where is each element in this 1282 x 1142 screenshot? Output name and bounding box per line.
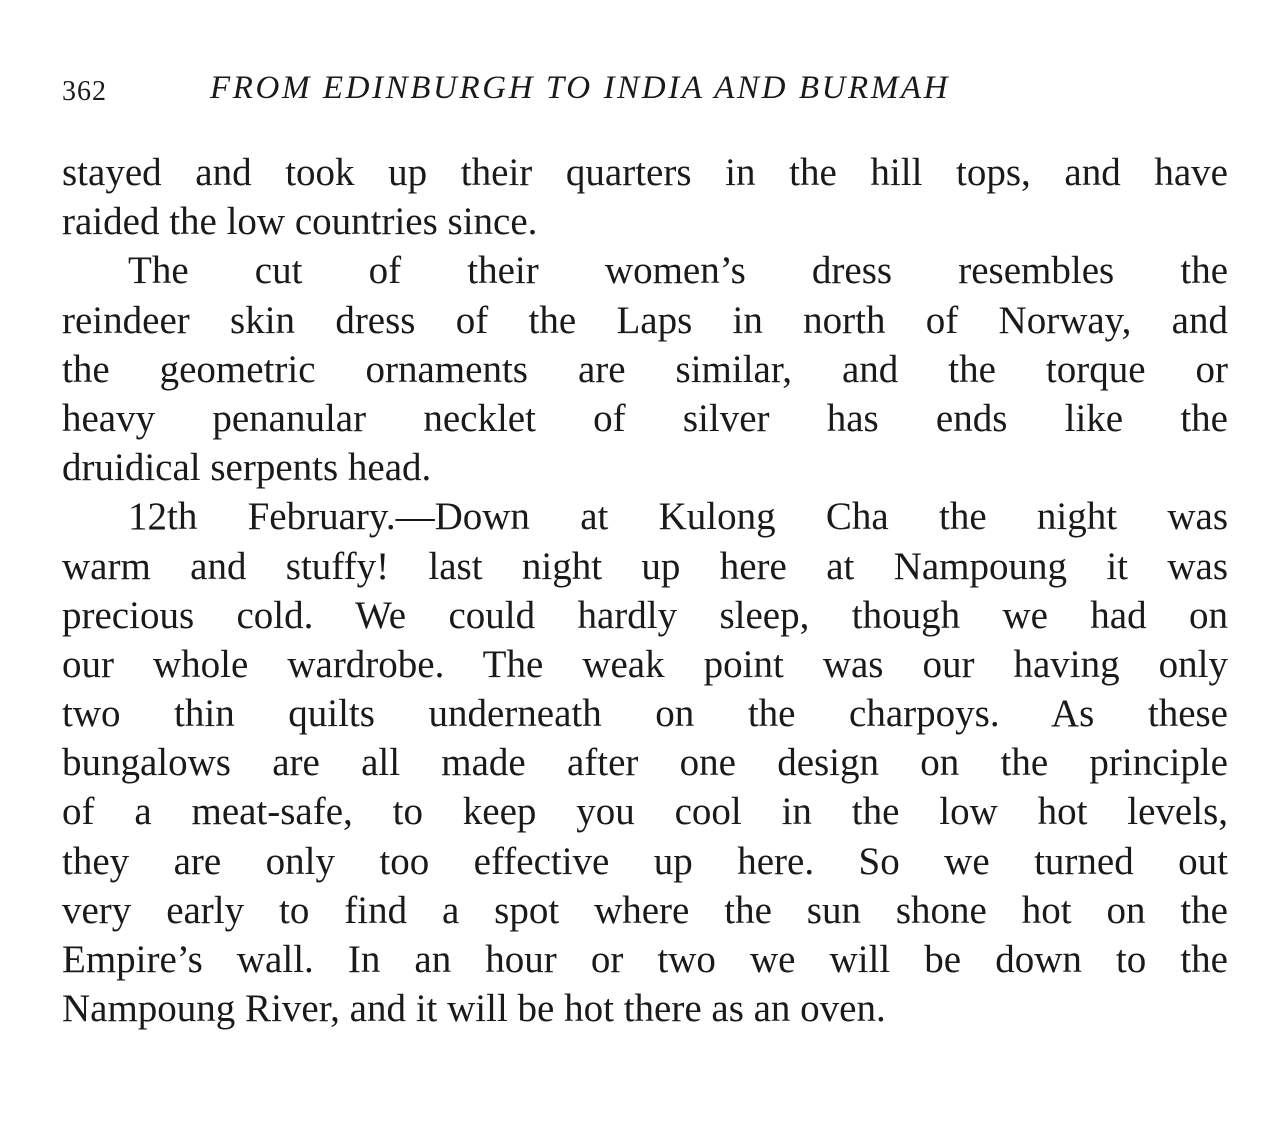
text-line: they are only too effective up here. So we turned out bbox=[62, 839, 1228, 883]
text-line: bungalows are all made after one design on the principle bbox=[62, 741, 1228, 785]
text-line: warm and stuffy! last night up here at Nampoung it was bbox=[62, 544, 1228, 588]
running-title: FROM EDINBURGH TO INDIA AND BURMAH bbox=[210, 70, 951, 106]
text-line: stayed and took up their quarters in the hill tops, and have bbox=[62, 151, 1228, 194]
text-line: very early to find a spot where the sun shone hot on the bbox=[62, 888, 1228, 932]
text-line: druidical serpents head. bbox=[62, 446, 432, 490]
text-line: reindeer skin dress of the Laps in north of Norway, and bbox=[62, 298, 1228, 342]
text-line: Nampoung River, and it will be hot there as an oven. bbox=[62, 987, 886, 1031]
text-line: Empire’s wall. In an hour or two we will be down to the bbox=[62, 938, 1228, 981]
text-line: of a meat-safe, to keep you cool in the low hot levels, bbox=[62, 790, 1228, 834]
page-number: 362 bbox=[62, 76, 107, 107]
text-line: our whole wardrobe. The weak point was our having only bbox=[62, 642, 1228, 686]
text-line: 12th February.—Down at Kulong Cha the night was bbox=[128, 495, 1228, 539]
text-line: the geometric ornaments are similar, and the torque or bbox=[62, 347, 1228, 391]
text-line: raided the low countries since. bbox=[62, 200, 538, 244]
running-head bbox=[62, 68, 1228, 116]
text-line: heavy penanular necklet of silver has ends like the bbox=[62, 396, 1228, 440]
body-text bbox=[62, 148, 1228, 1033]
text-line: two thin quilts underneath on the charpoys. As these bbox=[62, 692, 1228, 736]
text-line: The cut of their women’s dress resembles the bbox=[128, 249, 1228, 293]
text-line: precious cold. We could hardly sleep, though we had on bbox=[62, 593, 1228, 637]
